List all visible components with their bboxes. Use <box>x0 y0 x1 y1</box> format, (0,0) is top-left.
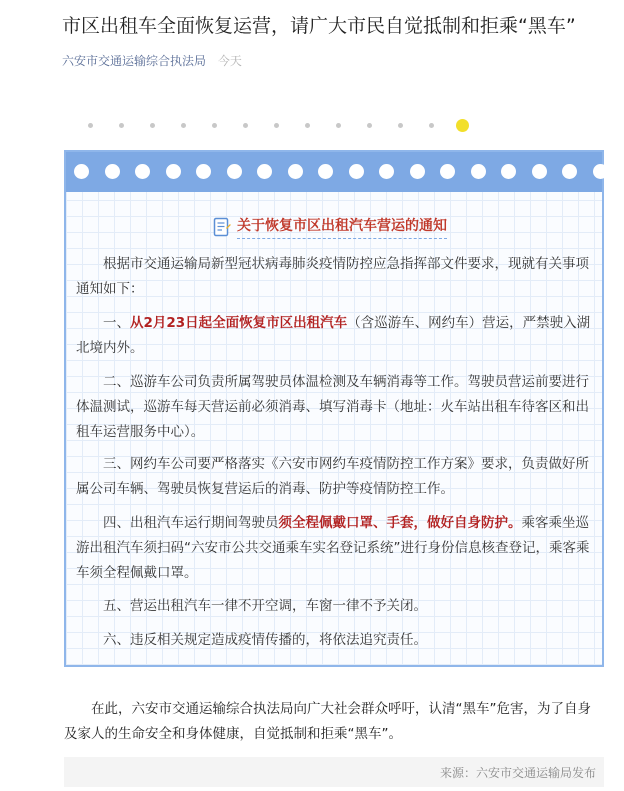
carousel-dot[interactable] <box>336 123 341 128</box>
notice-item-4 <box>76 511 596 586</box>
notebook-ring <box>166 164 181 179</box>
notebook-ring <box>562 164 577 179</box>
notebook-ring <box>501 164 516 179</box>
notebook-ring <box>257 164 272 179</box>
article-title: 市区出租车全面恢复运营，请广大市民自觉抵制和拒乘“黑车” <box>62 15 576 37</box>
carousel-dot[interactable] <box>119 123 124 128</box>
item-4-prefix: 四、出租汽车运行期间驾驶员 <box>103 515 279 531</box>
article-meta <box>62 52 242 69</box>
carousel-dot[interactable] <box>243 123 248 128</box>
notebook-ring <box>227 164 242 179</box>
item-4-text: 乘客乘坐巡游出租汽车须扫码“六安市公共交通乘车实名登记系统”进行身份信息核查登记，乘客乘车须全程佩戴口罩。 <box>76 515 590 581</box>
item-1-text: （含巡游车、网约车）营运，严禁驶入湖北境内外。 <box>76 315 591 356</box>
footer-credit: 来源：六安市交通运输局发布 <box>439 765 596 780</box>
notebook-ring <box>74 164 89 179</box>
carousel-dot[interactable] <box>212 123 217 128</box>
carousel-dot[interactable] <box>88 123 93 128</box>
notebook-ring-bar <box>66 152 602 192</box>
notebook-ring <box>410 164 425 179</box>
notebook-ring <box>288 164 303 179</box>
notebook-ring <box>135 164 150 179</box>
notice-intro: 根据市交通运输局新型冠状病毒肺炎疫情防控应急指挥部文件要求，现就有关事项通知如下： <box>76 256 589 297</box>
footer-source-bar <box>64 757 604 787</box>
item-1-prefix: 一、 <box>103 315 130 331</box>
closing-paragraph: 在此，六安市交通运输综合执法局向广大社会群众呼吁，认清“黑车”危害，为了自身及家人的生命安全和身体健康，自觉抵制和拒乘“黑车”。 <box>64 701 591 742</box>
notebook-ring <box>196 164 211 179</box>
carousel-dot[interactable] <box>181 123 186 128</box>
notebook-ring <box>440 164 455 179</box>
carousel-dot[interactable] <box>274 123 279 128</box>
notice-title-label: 关于恢复市区出租汽车营运的通知 <box>237 215 447 239</box>
notice-item-2: 二、巡游车公司负责所属驾驶员体温检测及车辆消毒等工作。驾驶员营运前要进行体温测试，巡游车每天营运前必须消毒、填写消毒卡（地址：火车站出租车待客区和出租车运营服务中心）。 <box>76 374 589 440</box>
notebook-ring <box>532 164 547 179</box>
article-source-link[interactable]: 六安市交通运输综合执法局 <box>62 54 207 68</box>
carousel-dot[interactable] <box>305 123 310 128</box>
carousel-dots <box>64 118 604 134</box>
carousel-dot[interactable] <box>367 123 372 128</box>
notebook-ring <box>379 164 394 179</box>
notebook-ring <box>318 164 333 179</box>
notice-item-5: 五、营运出租汽车一律不开空调，车窗一律不予关闭。 <box>103 598 427 614</box>
notebook-ring <box>349 164 364 179</box>
item-1-highlight: 从2月23日起全面恢复市区出租汽车 <box>130 315 348 331</box>
carousel-dot[interactable] <box>398 123 403 128</box>
item-4-highlight: 须全程佩戴口罩、手套，做好自身防护。 <box>278 515 522 531</box>
document-icon <box>213 216 231 238</box>
notice-card <box>64 150 604 667</box>
notice-title <box>213 212 447 242</box>
carousel-dot[interactable] <box>429 123 434 128</box>
carousel-dot[interactable] <box>150 123 155 128</box>
notice-item-1 <box>76 311 596 361</box>
article-time: 今天 <box>217 54 242 68</box>
notebook-ring <box>105 164 120 179</box>
notice-item-3: 三、网约车公司要严格落实《六安市网约车疫情防控工作方案》要求，负责做好所属公司车辆、驾驶员恢复营运后的消毒、防护等疫情防控工作。 <box>76 456 589 497</box>
notebook-ring <box>593 164 608 179</box>
notebook-ring <box>471 164 486 179</box>
notice-item-6: 六、违反相关规定造成疫情传播的，将依法追究责任。 <box>103 632 427 648</box>
carousel-dot-active[interactable] <box>456 119 469 132</box>
